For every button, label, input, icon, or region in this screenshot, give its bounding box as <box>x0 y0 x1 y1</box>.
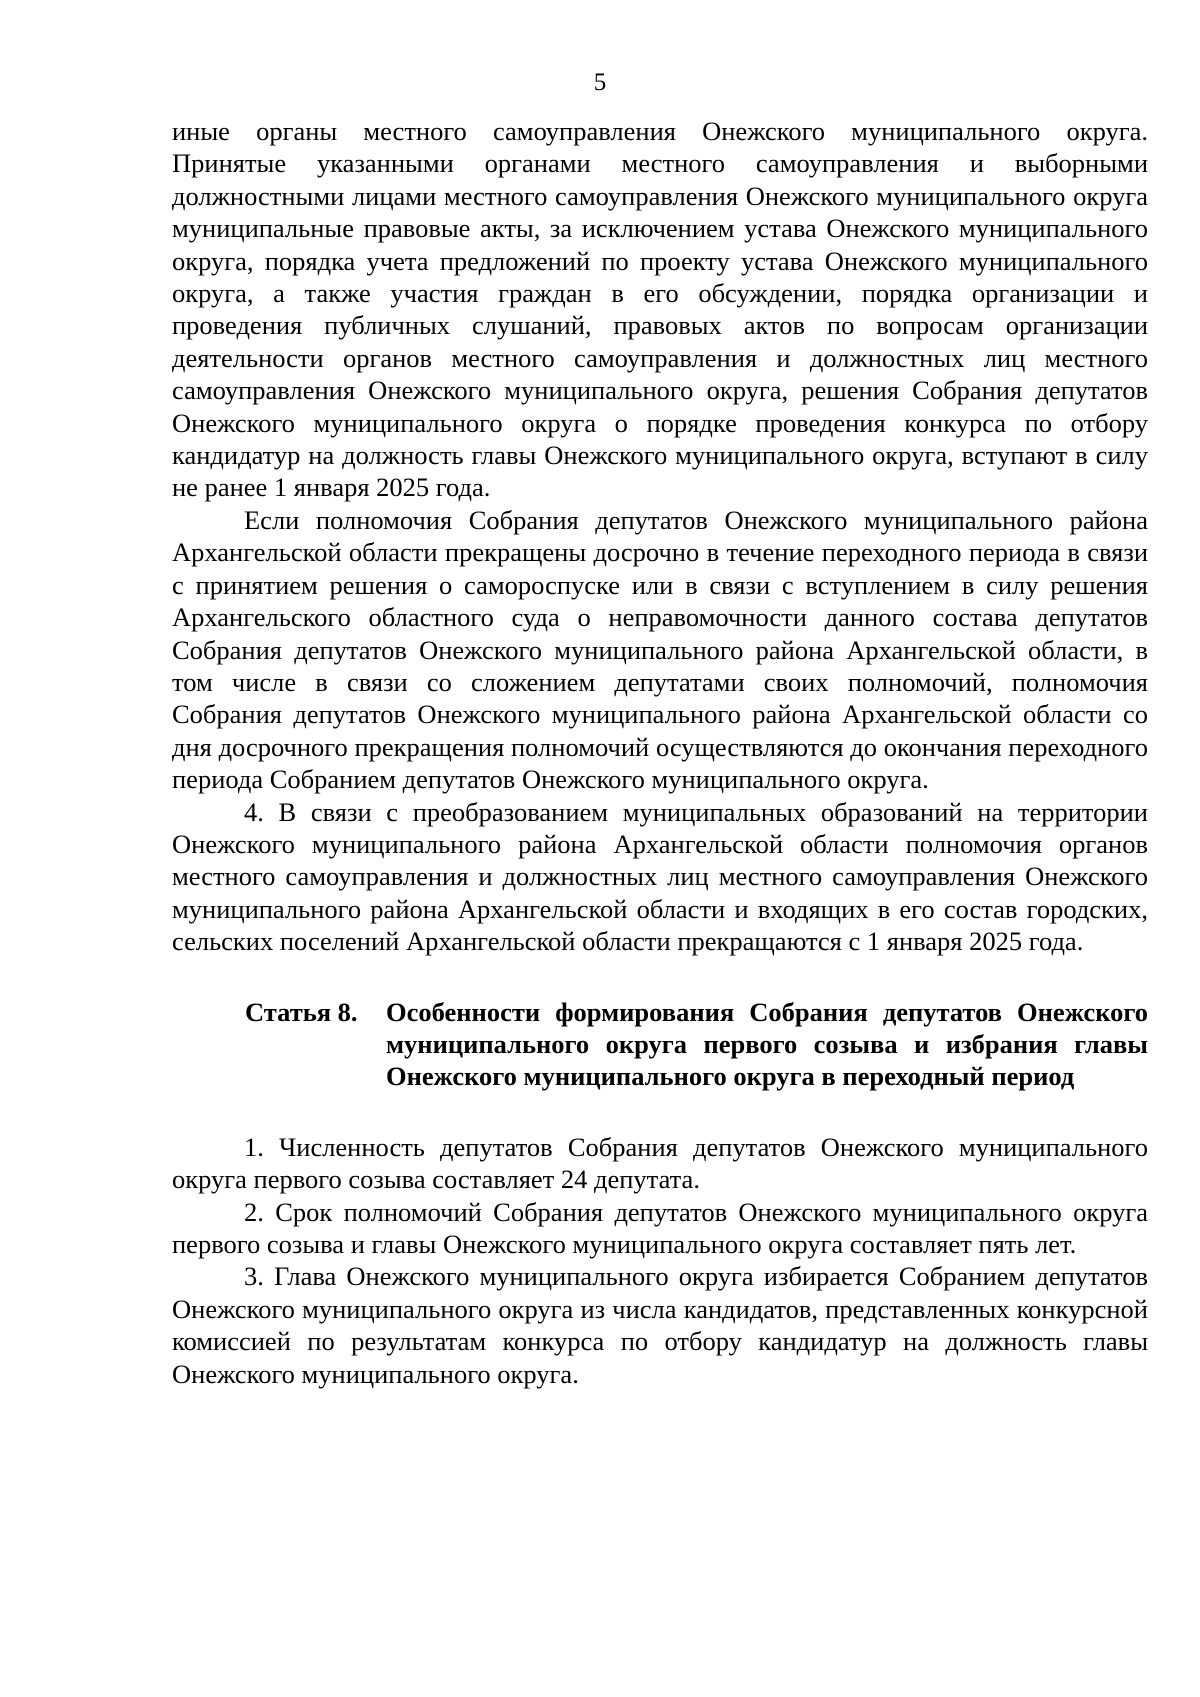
article-title: Особенности формирования Собрания депутатов Онежского муниципального округа первого созыва и избрания главы Онежского муниципального округа в переходный период <box>386 996 1148 1092</box>
document-body <box>172 115 1148 1390</box>
paragraph-item-2: 2. Срок полномочий Собрания депутатов Онежского муниципального округа первого созыва и главы Онежского муниципального округа составляет пять лет. <box>172 1196 1148 1259</box>
paragraph-item-3: 3. Глава Онежского муниципального округа избирается Собранием депутатов Онежского муниципального округа из числа кандидатов, представленных конкурсной комиссией по результатам конкурса по отбору кандидатур на должность главы Онежского муниципального округа. <box>172 1261 1148 1389</box>
article-heading <box>245 996 1148 1093</box>
page-number: 5 <box>593 69 607 96</box>
paragraph-item-1: 1. Численность депутатов Собрания депутатов Онежского муниципального округа первого созыва составляет 24 депутата. <box>172 1131 1148 1195</box>
paragraph-early-termination: Если полномочия Собрания депутатов Онежского муниципального района Архангельской области прекращены досрочно в течение переходного периода в связи с принятием решения о самороспуске или в связи с вступлением в силу решения Архангельского областного суда о неправомочности данного состава депутатов Собрания депутатов Онежского муниципального района Архангельской области, в том числе в связи со сложением депутатами своих полномочий, полномочия Собрания депутатов Онежского муниципального района Архангельской области со дня досрочного прекращения полномочий осуществляются до окончания переходного периода Собранием депутатов Онежского муниципального округа. <box>172 504 1148 795</box>
article-number: Статья 8. <box>245 996 358 1027</box>
paragraph-item-4: 4. В связи с преобразованием муниципальных образований на территории Онежского муниципального района Архангельской области полномочия органов местного самоуправления и должностных лиц местного самоуправления Онежского муниципального района Архангельской области и входящих в его состав городских, сельских поселений Архангельской области прекращаются с 1 января 2025 года. <box>172 796 1148 957</box>
paragraph-continuation: иные органы местного самоуправления Онежского муниципального округа. Принятые указанными органами местного самоуправления и выборными должностными лицами местного самоуправления Онежского муниципального округа муниципальные правовые акты, за исключением устава Онежского муниципального округа, порядка учета предложений по проекту устава Онежского муниципального округа, а также участия граждан в его обсуждении, порядка организации и проведения публичных слушаний, правовых актов по вопросам организации деятельности органов местного самоуправления и должностных лиц местного самоуправления Онежского муниципального округа, решения Собрания депутатов Онежского муниципального округа о порядке проведения конкурса по отбору кандидатур на должность главы Онежского муниципального округа, вступают в силу не ранее 1 января 2025 года. <box>172 116 1148 503</box>
